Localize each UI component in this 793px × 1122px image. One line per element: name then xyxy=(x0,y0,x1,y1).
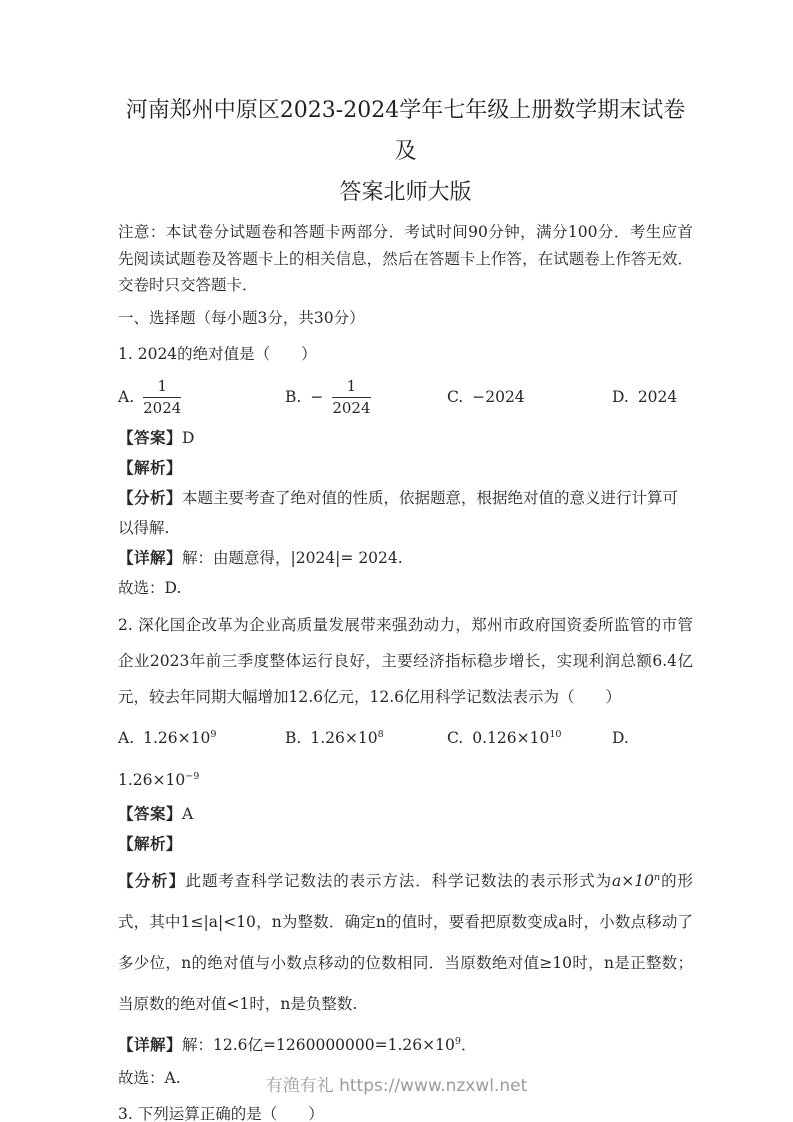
section-heading-choice: 一、选择题（每小题3分，共30分） xyxy=(118,308,365,327)
question-1-guxuan: 故选：D. xyxy=(118,578,182,597)
option-label: B. xyxy=(285,728,302,747)
fraction xyxy=(143,377,181,417)
fenxi-text-1: 此题考查科学记数法的表示方法．科学记数法的表示形式为 xyxy=(185,871,613,890)
option-label: A. xyxy=(118,728,135,747)
question-1-fenxi xyxy=(118,483,693,543)
option-label: C. xyxy=(447,387,464,406)
answer-label: 【答案】 xyxy=(118,428,183,447)
question-2-option-d-value: $1.26\times 10^{-9}$ xyxy=(118,770,200,789)
question-1-text: 1. 2024的绝对值是（ ） xyxy=(118,344,317,363)
question-1-answer xyxy=(118,423,693,453)
option-value: $0.126\times 10^{10}$ xyxy=(472,728,562,747)
answer-value: D xyxy=(182,428,195,447)
fraction-numerator: 1 xyxy=(143,377,181,398)
question-2-jiexi xyxy=(118,829,693,859)
question-2-answer xyxy=(118,799,693,829)
question-2-option-c xyxy=(447,725,612,751)
notice-paragraph: 注意：本试卷分试题卷和答题卡两部分．考试时间90分钟，满分100分．考生应首先阅读试题卷及答题卡上的相关信息，然后在答题卡上作答，在试题卷上作答无效．交卷时只交答题卡． xyxy=(118,223,693,294)
question-2-options xyxy=(118,725,693,751)
question-1-option-c xyxy=(447,388,612,406)
option-label: B. xyxy=(285,387,302,406)
jiexi-label: 【解析】 xyxy=(118,834,183,853)
question-2-option-a xyxy=(118,725,285,751)
page-title xyxy=(118,90,693,213)
option-value: 2024 xyxy=(637,387,678,406)
footer-watermark: 有渔有礼 https://www.nzxwl.net xyxy=(265,1076,528,1096)
option-label: C. xyxy=(447,728,464,747)
xiangjie-label: 【详解】 xyxy=(118,1035,183,1054)
option-label: D. xyxy=(612,728,629,747)
question-2-fenxi xyxy=(118,861,693,1025)
question-1-option-a xyxy=(118,377,285,417)
option-value: $1.26\times 10^8$ xyxy=(310,728,384,747)
xiangjie-label: 【详解】 xyxy=(118,548,183,567)
question-2-text: 2. 深化国企改革为企业高质量发展带来强劲动力，郑州市政府国资委所监管的市管企业2023年前三季度整体运行良好，主要经济指标稳步增长，实现利润总额6.4亿元，较去年同期大幅增加12.6亿元，12.6亿用科学记数法表示为（ ） xyxy=(118,615,693,706)
question-1-options xyxy=(118,373,693,421)
page-title-line1: 河南郑州中原区2023-2024学年七年级上册数学期末试卷及 xyxy=(125,98,686,164)
xiangjie-post: ． xyxy=(460,1035,477,1054)
option-value: $1.26\times 10^9$ xyxy=(143,728,217,747)
jiexi-label: 【解析】 xyxy=(118,458,183,477)
question-2-option-d xyxy=(612,725,693,751)
option-value: −2024 xyxy=(472,387,525,406)
answer-value: A xyxy=(182,804,194,823)
exponent: n xyxy=(653,871,661,883)
exponent: 9 xyxy=(210,728,217,740)
exponent: 10 xyxy=(549,728,562,740)
xiangjie-pre: 解：12.6亿=1260000000=1.26×10 xyxy=(182,1035,455,1054)
minus-sign: − xyxy=(310,387,324,406)
question-1-xiangjie xyxy=(118,543,693,573)
option-label: A. xyxy=(118,387,135,406)
question-2-xiangjie xyxy=(118,1027,693,1063)
exponent: 8 xyxy=(377,728,384,740)
math-expression: $a\times 10^n$ xyxy=(612,871,661,890)
exponent: −9 xyxy=(185,770,200,782)
answer-label: 【答案】 xyxy=(118,804,183,823)
fraction-denominator: 2024 xyxy=(332,398,371,417)
question-3-text: 3. 下列运算正确的是（ ） xyxy=(118,1104,324,1122)
fenxi-text: 本题主要考查了绝对值的性质，依据题意，根据绝对值的意义进行计算可以得解. xyxy=(118,488,679,537)
fenxi-label: 【分析】 xyxy=(118,488,183,507)
fenxi-text-2: 的形式，其中1≤|a|<10，n为整数．确定n的值时，要看把原数变成a时，小数点移动了多少位，n的绝对值与小数点移动的位数相同．当原数绝对值≥10时，n是正整数；当原数的绝对值<1时，n是负整数. xyxy=(118,871,693,1013)
page-title-line2: 答案北师大版 xyxy=(339,180,472,205)
fenxi-label: 【分析】 xyxy=(118,871,186,890)
exponent: 9 xyxy=(454,1035,461,1047)
question-1-jiexi xyxy=(118,453,693,483)
question-2-option-b xyxy=(285,725,447,751)
question-1-option-d xyxy=(612,388,693,406)
fraction-numerator: 1 xyxy=(332,377,370,398)
question-2-guxuan: 故选：A. xyxy=(118,1068,181,1087)
question-1-option-b xyxy=(285,377,447,417)
fraction xyxy=(332,377,370,417)
option-label: D. xyxy=(612,387,629,406)
xiangjie-text: 解：由题意得，|2024|= 2024. xyxy=(182,548,403,567)
fraction-denominator: 2024 xyxy=(143,398,182,417)
